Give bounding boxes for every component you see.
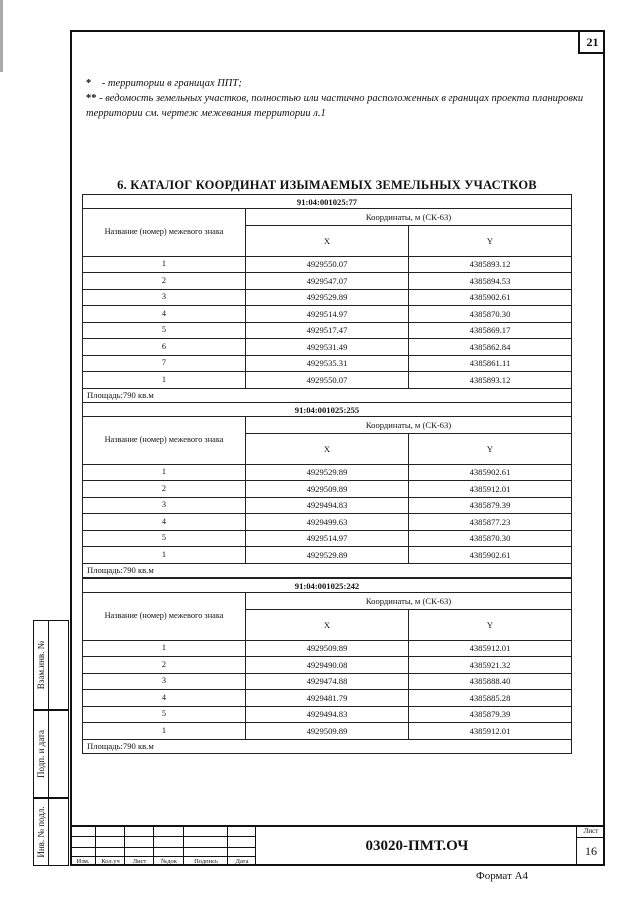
coord-x: 4929509.89 xyxy=(246,723,409,740)
marker-number: 3 xyxy=(83,497,246,514)
coord-y: 4385885.28 xyxy=(409,690,572,707)
footnote-2-mark: ** xyxy=(86,93,97,104)
marker-number: 4 xyxy=(83,690,246,707)
header-coords: Координаты, м (СК-63) xyxy=(246,593,572,610)
footnote-1-mark: * xyxy=(86,78,92,89)
coord-x: 4929494.83 xyxy=(246,706,409,723)
area-row xyxy=(83,739,572,753)
coord-y: 4385902.61 xyxy=(409,464,572,481)
table-row xyxy=(83,481,572,498)
header-x: X xyxy=(246,609,409,640)
table-row xyxy=(83,706,572,723)
coord-table-2 xyxy=(82,402,572,578)
coord-x: 4929547.07 xyxy=(246,273,409,290)
table-row xyxy=(83,690,572,707)
coord-table-1 xyxy=(82,194,572,403)
coord-x: 4929535.31 xyxy=(246,355,409,372)
header-marker-name: Название (номер) межевого знака xyxy=(83,593,246,641)
side-inv-podl xyxy=(33,798,69,866)
table-row xyxy=(83,256,572,273)
marker-number: 1 xyxy=(83,547,246,564)
table-row xyxy=(83,372,572,389)
coord-y: 4385879.39 xyxy=(409,706,572,723)
header-y: Y xyxy=(409,609,572,640)
marker-number: 1 xyxy=(83,372,246,389)
coord-x: 4929474.88 xyxy=(246,673,409,690)
coord-x: 4929517.47 xyxy=(246,322,409,339)
header-row xyxy=(83,209,572,226)
header-row xyxy=(83,593,572,610)
stamp-col-data: Дата xyxy=(235,858,249,865)
header-x: X xyxy=(246,225,409,256)
coord-y: 4385877.23 xyxy=(409,514,572,531)
paper-format: Формат А4 xyxy=(476,870,529,882)
document-code: 03020-ПМТ.ОЧ xyxy=(365,838,469,854)
header-coords: Координаты, м (СК-63) xyxy=(246,417,572,434)
coord-x: 4929550.07 xyxy=(246,372,409,389)
cadastral-number: 91:04:001025:255 xyxy=(83,403,572,417)
coord-x: 4929509.89 xyxy=(246,481,409,498)
marker-number: 4 xyxy=(83,514,246,531)
coord-x: 4929509.89 xyxy=(246,640,409,657)
top-page-number: 21 xyxy=(578,32,605,54)
coord-y: 4385870.30 xyxy=(409,530,572,547)
table-row xyxy=(83,514,572,531)
marker-number: 3 xyxy=(83,673,246,690)
coord-y: 4385912.01 xyxy=(409,481,572,498)
sheet-number: 16 xyxy=(585,844,597,858)
section-title: 6. КАТАЛОГ КООРДИНАТ ИЗЫМАЕМЫХ ЗЕМЕЛЬНЫХ УЧАСТКОВ xyxy=(117,178,537,192)
marker-number: 6 xyxy=(83,339,246,356)
footnote-1 xyxy=(86,76,586,91)
coord-y: 4385862.84 xyxy=(409,339,572,356)
table-row xyxy=(83,273,572,290)
marker-number: 5 xyxy=(83,322,246,339)
footnote-1-text: - территории в границах ППТ; xyxy=(101,78,242,89)
marker-number: 1 xyxy=(83,640,246,657)
marker-number: 3 xyxy=(83,289,246,306)
table-row xyxy=(83,547,572,564)
footnote-2-text: - ведомость земельных участков, полностью или частично расположенных в границах проекта планировки территории см. чертеж межевания территории л.1 xyxy=(86,93,584,119)
table-row xyxy=(83,640,572,657)
table-row xyxy=(83,306,572,323)
footnotes xyxy=(86,76,586,121)
area-row xyxy=(83,388,572,402)
cadastral-number: 91:04:001025:77 xyxy=(83,195,572,209)
coord-x: 4929481.79 xyxy=(246,690,409,707)
coord-y: 4385869.17 xyxy=(409,322,572,339)
sheet-box xyxy=(576,825,605,866)
coord-x: 4929531.49 xyxy=(246,339,409,356)
cadastral-row xyxy=(83,195,572,209)
coord-y: 4385912.01 xyxy=(409,640,572,657)
marker-number: 1 xyxy=(83,723,246,740)
parcel-area: Площадь:790 кв.м xyxy=(83,388,572,402)
header-y: Y xyxy=(409,433,572,464)
coord-x: 4929499.63 xyxy=(246,514,409,531)
header-row xyxy=(83,417,572,434)
marker-number: 5 xyxy=(83,530,246,547)
coord-table-3 xyxy=(82,578,572,754)
coord-y: 4385879.39 xyxy=(409,497,572,514)
stamp-col-ndok: №док xyxy=(161,858,177,865)
table-row xyxy=(83,657,572,674)
marker-number: 7 xyxy=(83,355,246,372)
header-coords: Координаты, м (СК-63) xyxy=(246,209,572,226)
side-label-vzam: Взам.инв. № xyxy=(36,640,46,690)
parcel-area: Площадь:790 кв.м xyxy=(83,563,572,577)
table-row xyxy=(83,339,572,356)
stamp-col-kolуч: Кол.уч xyxy=(101,858,120,865)
coord-x: 4929494.83 xyxy=(246,497,409,514)
side-label-podp: Подп. и дата xyxy=(36,729,46,779)
table-row xyxy=(83,355,572,372)
cadastral-number: 91:04:001025:242 xyxy=(83,579,572,593)
parcel-area: Площадь:790 кв.м xyxy=(83,739,572,753)
coord-y: 4385870.30 xyxy=(409,306,572,323)
coord-x: 4929529.89 xyxy=(246,547,409,564)
table-row xyxy=(83,530,572,547)
coord-y: 4385902.61 xyxy=(409,547,572,564)
coord-x: 4929490.08 xyxy=(246,657,409,674)
header-y: Y xyxy=(409,225,572,256)
cadastral-row xyxy=(83,403,572,417)
marker-number: 4 xyxy=(83,306,246,323)
stamp-col-podpis: Подпись xyxy=(194,858,218,865)
marker-number: 1 xyxy=(83,256,246,273)
coord-x: 4929514.97 xyxy=(246,306,409,323)
coord-x: 4929529.89 xyxy=(246,289,409,306)
stamp-col-list: Лист xyxy=(132,858,147,865)
side-podp-data xyxy=(33,710,69,798)
area-row xyxy=(83,563,572,577)
coord-y: 4385888.40 xyxy=(409,673,572,690)
coord-y: 4385893.12 xyxy=(409,372,572,389)
table-row xyxy=(83,464,572,481)
table-row xyxy=(83,289,572,306)
coord-y: 4385921.32 xyxy=(409,657,572,674)
stamp-col-izm: Изм. xyxy=(76,858,90,865)
header-marker-name: Название (номер) межевого знака xyxy=(83,209,246,257)
marker-number: 2 xyxy=(83,657,246,674)
coord-x: 4929529.89 xyxy=(246,464,409,481)
header-x: X xyxy=(246,433,409,464)
coord-y: 4385894.53 xyxy=(409,273,572,290)
marker-number: 1 xyxy=(83,464,246,481)
coord-y: 4385902.61 xyxy=(409,289,572,306)
header-marker-name: Название (номер) межевого знака xyxy=(83,417,246,465)
coord-y: 4385912.01 xyxy=(409,723,572,740)
table-row xyxy=(83,497,572,514)
marker-number: 2 xyxy=(83,481,246,498)
footnote-2 xyxy=(86,91,586,121)
coord-y: 4385861.11 xyxy=(409,355,572,372)
side-vzam-inv xyxy=(33,620,69,710)
coord-x: 4929514.97 xyxy=(246,530,409,547)
table-row xyxy=(83,673,572,690)
scan-edge xyxy=(0,0,3,72)
table-row xyxy=(83,322,572,339)
side-label-inv: Инв. № подл. xyxy=(36,806,46,858)
cadastral-row xyxy=(83,579,572,593)
coord-x: 4929550.07 xyxy=(246,256,409,273)
table-row xyxy=(83,723,572,740)
coord-y: 4385893.12 xyxy=(409,256,572,273)
sheet-label: Лист xyxy=(577,825,605,838)
marker-number: 5 xyxy=(83,706,246,723)
marker-number: 2 xyxy=(83,273,246,290)
